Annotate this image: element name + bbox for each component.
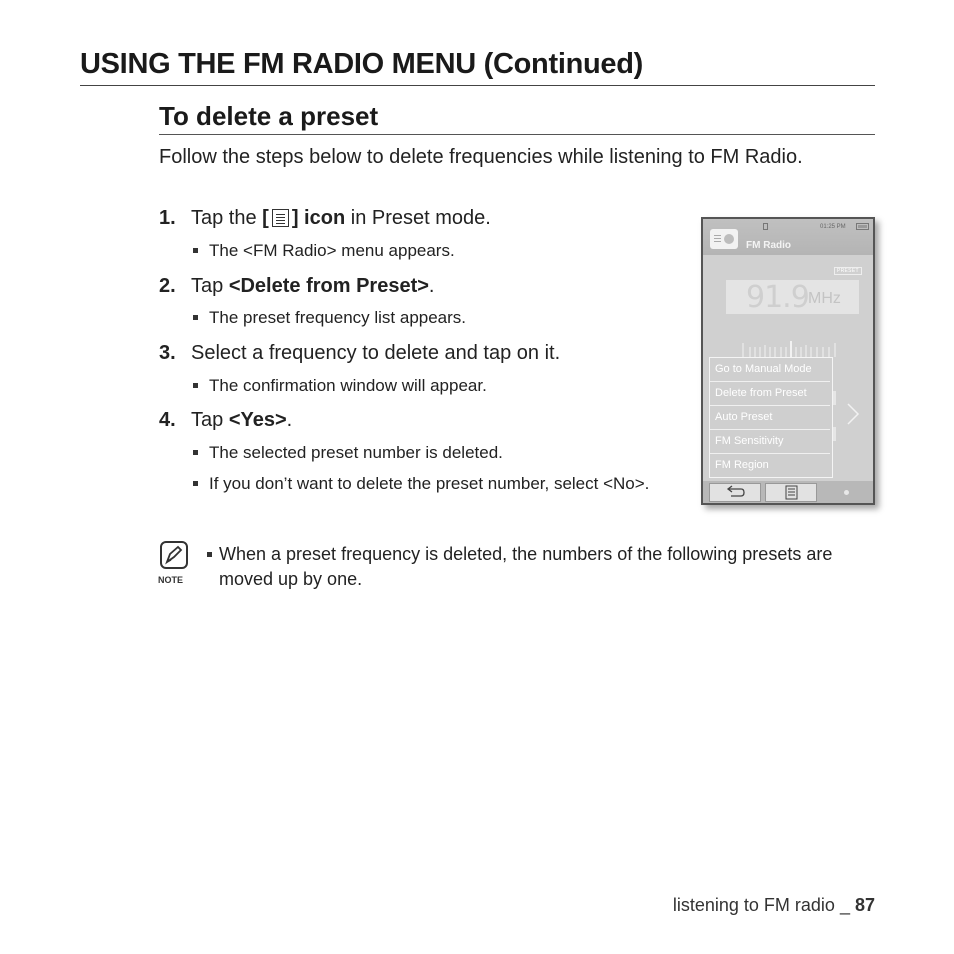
note-text: When a preset frequency is deleted, the numbers of the following presets are moved up by one.: [207, 542, 867, 592]
frequency-value: 91.9: [746, 280, 809, 315]
menu-item-manual-mode[interactable]: Go to Manual Mode: [710, 358, 830, 382]
step-2: 2. Tap <Delete from Preset>.: [159, 275, 435, 297]
app-name: FM Radio: [746, 240, 791, 251]
frequency-display: [726, 280, 859, 314]
menu-icon: [766, 484, 816, 501]
next-arrow-icon[interactable]: [846, 402, 860, 426]
fm-radio-menu: [709, 357, 833, 478]
back-icon: [710, 484, 760, 501]
step-3-bullet: The confirmation window will appear.: [193, 374, 487, 397]
step-number: 4.: [159, 409, 176, 431]
indicator-dot: [844, 490, 849, 495]
step-4: 4. Tap <Yes>.: [159, 409, 293, 431]
step-number: 1.: [159, 207, 176, 229]
menu-item-auto-preset[interactable]: Auto Preset: [710, 406, 830, 430]
step-1: 1. Tap the [ ] icon in Preset mode.: [159, 207, 491, 229]
intro-text: Follow the steps below to delete frequencies while listening to FM Radio.: [159, 146, 803, 168]
back-button[interactable]: [709, 483, 761, 502]
menu-item-delete-preset[interactable]: Delete from Preset: [710, 382, 830, 406]
clock: 01:25 PM: [820, 224, 846, 230]
page-title: USING THE FM RADIO MENU (Continued): [80, 48, 875, 86]
note-pencil-icon: [160, 541, 188, 569]
bottom-bar: [703, 481, 873, 505]
step-number: 2.: [159, 275, 176, 297]
page-footer: listening to FM radio _ 87: [672, 895, 875, 915]
radio-icon: [710, 229, 738, 249]
device-screenshot: [701, 217, 875, 505]
step-number: 3.: [159, 342, 176, 364]
step-4-bullet-1: The selected preset number is deleted.: [193, 441, 503, 464]
sd-card-icon: [763, 223, 768, 230]
menu-list-icon: [272, 209, 289, 227]
note-label: NOTE: [158, 575, 184, 585]
section-title: To delete a preset: [159, 101, 875, 135]
menu-item-fm-sensitivity[interactable]: FM Sensitivity: [710, 430, 830, 454]
page-number: 87: [854, 895, 875, 915]
tuner-scale: [741, 339, 837, 357]
frequency-unit: MHz: [808, 290, 841, 307]
menu-button[interactable]: [765, 483, 817, 502]
step-4-bullet-2: If you don’t want to delete the preset number, select <No>.: [193, 472, 668, 495]
menu-item-fm-region[interactable]: FM Region: [715, 459, 769, 471]
battery-icon: [856, 223, 869, 230]
step-1-bullet: The <FM Radio> menu appears.: [193, 239, 455, 262]
preset-badge: PRESET: [834, 267, 862, 275]
step-2-bullet: The preset frequency list appears.: [193, 306, 466, 329]
status-bar: [703, 219, 873, 255]
step-3: 3. Select a frequency to delete and tap on it.: [159, 342, 561, 364]
